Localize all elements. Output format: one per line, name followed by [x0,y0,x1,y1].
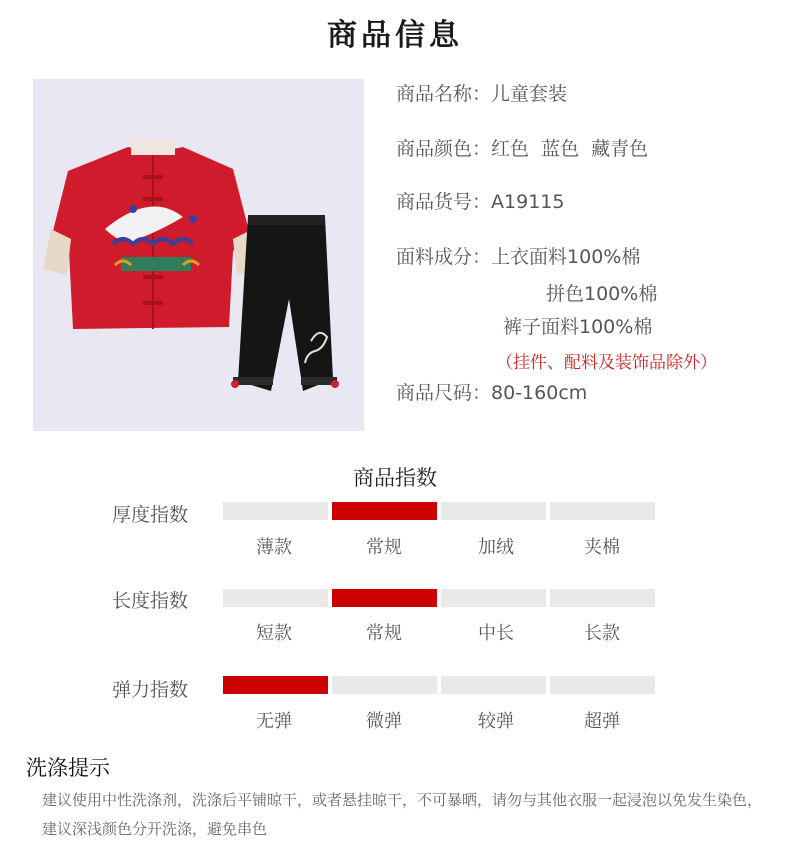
info-fabric: 面料成分：上衣面料100%棉 [396,246,641,268]
page-title: 商品信息 [327,18,463,53]
elasticity-bar-segment [332,676,437,694]
pants-shape [231,215,339,391]
wash-title: 洗涤提示 [26,756,110,780]
elasticity-option-label: 较弹 [478,711,514,732]
info-color: 商品颜色：红色 蓝色 藏青色 [396,138,649,160]
thickness-label: 厚度指数 [112,504,189,526]
length-option-label: 短款 [256,623,292,644]
thickness-bar-segment [550,502,655,520]
elasticity-label: 弹力指数 [112,679,189,701]
info-sku-value: A19115 [491,191,565,213]
elasticity-bar-segment [441,676,546,694]
length-option-label: 中长 [478,623,514,644]
thickness-bar-segment [332,502,437,520]
info-size: 商品尺码：80-160cm [396,382,588,404]
product-photo [33,79,364,431]
kids-outfit-illustration [33,79,364,431]
length-bar-segment [550,589,655,607]
elasticity-bar-segment [550,676,655,694]
thickness-bar-segment [441,502,546,520]
elasticity-option-label: 无弹 [256,711,292,732]
info-name: 商品名称：儿童套装 [396,83,568,105]
info-name-value: 儿童套装 [491,83,568,105]
length-bar-segment [441,589,546,607]
jacket-shape [43,139,261,329]
thickness-option-label: 薄款 [256,537,292,558]
info-fabric-line3: 裤子面料100%棉 [503,316,653,338]
thickness-bar-segment [223,502,328,520]
index-title: 商品指数 [353,466,437,490]
length-bar-segment [223,589,328,607]
length-bar-segment [332,589,437,607]
thickness-option-label: 常规 [366,537,402,558]
length-label: 长度指数 [112,590,189,612]
info-fabric-line1: 上衣面料100%棉 [491,246,641,268]
length-option-label: 长款 [584,623,620,644]
info-color-value: 红色 蓝色 藏青色 [491,138,649,160]
elasticity-option-label: 超弹 [584,711,620,732]
thickness-option-label: 加绒 [478,537,514,558]
info-size-value: 80-160cm [491,382,588,404]
elasticity-option-label: 微弹 [366,711,402,732]
info-fabric-line2: 拼色100%棉 [546,283,658,305]
info-sku: 商品货号：A19115 [396,191,565,213]
wash-text: 建议使用中性洗涤剂，洗涤后平铺晾干，或者悬挂晾干，不可暴晒，请勿与其他衣服一起浸泡以免发生染色，建议深浅颜色分开洗涤，避免串色 [42,791,763,838]
elasticity-bar-segment [223,676,328,694]
info-fabric-note: （挂件、配料及装饰品除外） [496,353,717,373]
length-option-label: 常规 [366,623,402,644]
thickness-option-label: 夹棉 [584,537,620,558]
